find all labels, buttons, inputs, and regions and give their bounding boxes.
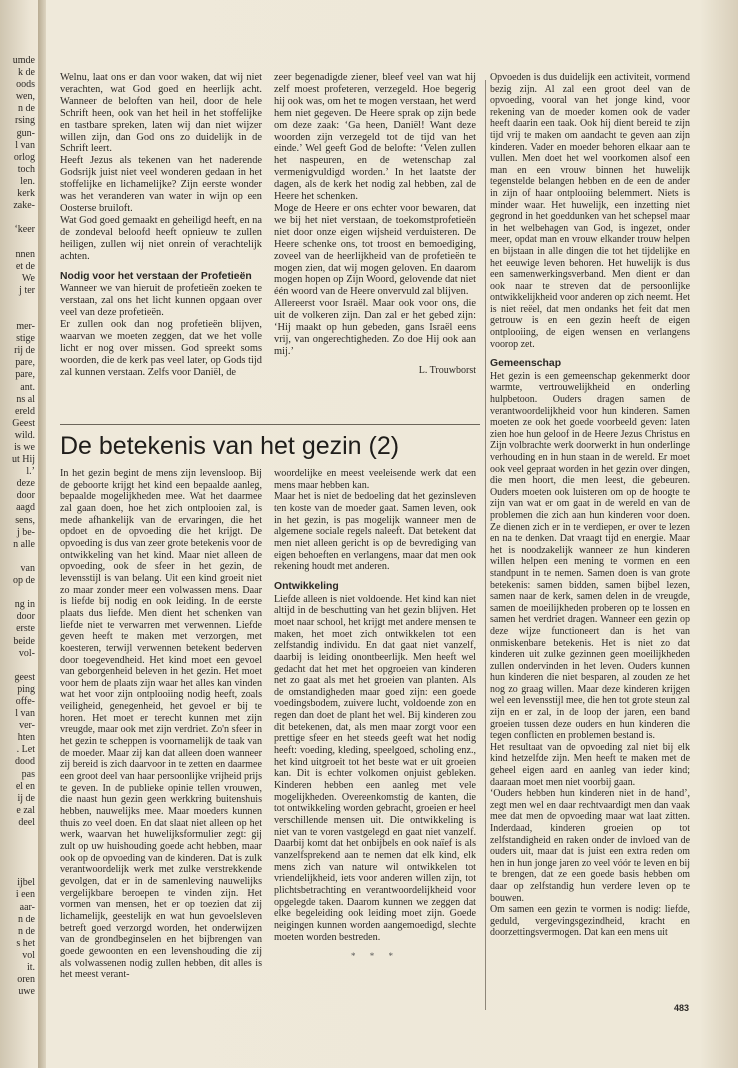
paragraph: zeer begenadigde ziener, bleef veel van wat hij zelf moest profeteren, verzegeld. Hoe begerig hij ook was, om het te mogen verstaan, het werd hem niet gegeven. De Heere sprak op zijn bede om deze zaak: ‘Ga heen, Daniël! Want deze woorden zijn verzegeld tot de tijd van het einde.’ Wel geeft God de belofte: ‘Velen zullen het naspeuren, en de wetenschap zal vermenigvuldigd worden.’ In het laatste der dagen, als de kerk het nodig zal hebben, zal de Heere het schenken. bbox=[274, 72, 476, 203]
edge-line: op de bbox=[13, 575, 35, 587]
edge-line: len. bbox=[20, 175, 35, 187]
edge-line: oods bbox=[16, 79, 35, 91]
edge-line: Geest bbox=[12, 417, 35, 429]
edge-line: umde bbox=[12, 55, 35, 66]
edge-line: stige bbox=[16, 333, 35, 345]
section-divider: * * * bbox=[351, 951, 399, 962]
edge-line: oren bbox=[17, 974, 35, 986]
edge-line bbox=[0, 587, 38, 599]
edge-line bbox=[0, 236, 38, 248]
edge-line: s het bbox=[16, 937, 35, 949]
edge-line: wild. bbox=[14, 429, 35, 441]
edge-line: door bbox=[16, 611, 35, 623]
edge-line: deze bbox=[16, 478, 35, 490]
edge-line: j ter bbox=[19, 284, 35, 296]
edge-line: n de bbox=[18, 913, 35, 925]
edge-line: zake- bbox=[13, 200, 35, 212]
edge-line: uwe bbox=[18, 986, 35, 998]
paragraph: Heeft Jezus als tekenen van het naderende Godsrijk juist niet veel wonderen gedaan in het stoffelijke en lichamelijke? Zijn eerste wonder was het veranderen van water in wijn op een Oosterse bruiloft. bbox=[60, 155, 262, 214]
edge-line bbox=[0, 853, 38, 865]
edge-line: ijbel bbox=[17, 877, 35, 889]
article-column-3 bbox=[490, 72, 690, 939]
edge-line: We bbox=[21, 272, 35, 284]
edge-line: hten bbox=[17, 732, 35, 744]
paragraph: Opvoeden is dus duidelijk een activiteit, vormend bezig zijn. Al zal een groot deel van de opvoeding, vooral van het jonge kind, voor rekening van de moeder komen ook de vader heeft daarin een taak. Ook hij dient bereid te zijn tijd vrij te maken om aandacht te geven aan zijn kinderen. Vader en moeder behoren elkaar aan te vullen. Men doet het wel voorkomen alsof een man en een vrouw binnen het huwelijk tegenstelde belangen hebben en de een de ander in zijn of haar ontplooiing belemmert. Niets is minder waar. Het huwelijk, een inzetting niet gegrond in het goeddunken van het schepsel maar in het welbehagen van God, is ingezet, onder meer, opdat man en vrouw elkander trouw helpen en bijstaan in alle dingen die tot het tijdelijke en het eeuwige leven behoren. Het huwelijk is dus een samenwerkingsverband. Men dient er dan ook naar te streven dat de persoonlijke ontwikkelijkheid voor anderen op zich neemt. Het is niet reëel, dat men ondanks het feit dat men getrouw is en een gezin heeft de eigen ontplooiing, de eigen wensen en verlangens voorop zet. bbox=[490, 72, 690, 350]
paragraph: Het resultaat van de opvoeding zal niet bij elk kind hetzelfde zijn. Men heeft te maken met de geheel eigen aard en aanleg van ieder kind; daaraan moet men niet voorbij gaan. bbox=[490, 741, 690, 788]
edge-line: wen, bbox=[15, 91, 35, 103]
edge-line bbox=[0, 297, 38, 309]
section-heading: Nodig voor het verstaan der Profetieën bbox=[60, 270, 252, 282]
edge-line: el en bbox=[15, 780, 35, 792]
edge-line: rsing bbox=[15, 115, 35, 127]
paragraph: Moge de Heere er ons echter voor bewaren, dat we bij het niet verstaan, de toekomstprofetieën niet door onze eigen wijsheid verduisteren. De Heere schenke ons, tot troost en bemoediging, zoveel van de heerlijkheid van de profetieën te mogen zien, dat wij mogen geloven. En daarom mogen hopen op Zijn Woord, gelovende dat niet één woord van de Heere onvervuld zal blijven. bbox=[274, 202, 476, 298]
article-column-2 bbox=[274, 468, 476, 963]
edge-line: j be- bbox=[16, 526, 35, 538]
section-heading: Gemeenschap bbox=[490, 358, 562, 370]
edge-line: aar- bbox=[19, 901, 35, 913]
column-2-top bbox=[274, 72, 476, 377]
edge-line: pare, bbox=[15, 369, 35, 381]
paragraph: Er zullen ook dan nog profetieën blijven, waarvan we moeten zeggen, dat we het volle licht er nog over missen. God spreekt soms woorden, die de kerk pas veel later, op Gods tijd zal kunnen verstaan. Zelfs voor Daniël, de bbox=[60, 319, 262, 378]
edge-line: kerk bbox=[17, 188, 35, 200]
edge-line bbox=[0, 829, 38, 841]
edge-line: pare, bbox=[15, 357, 35, 369]
edge-line: ant. bbox=[20, 381, 35, 393]
edge-line: ping bbox=[17, 683, 35, 695]
edge-line: orlog bbox=[13, 151, 35, 163]
paragraph: Allereerst voor Israël. Maar ook voor ons, die uit de volkeren zijn. Dan zal er het gebed zijn: ‘Hij maakt op hun gebeden, gans Israël eens vrij, van ongerechtigheden. Zo doe Hij ook aan mij.’ bbox=[274, 298, 476, 357]
edge-line: ij de bbox=[17, 792, 35, 804]
edge-line: vol- bbox=[18, 647, 35, 659]
paragraph: Wat God goed gemaakt en geheiligd heeft, en na de zondeval beloofd heeft opnieuw te zullen heiligen, zullen wij niet onrein of verachtelijk achten. bbox=[60, 214, 262, 262]
edge-line: beide bbox=[13, 635, 35, 647]
edge-line bbox=[0, 865, 38, 877]
edge-line: n de bbox=[18, 103, 35, 115]
author-signature: L. Trouwborst bbox=[418, 364, 476, 376]
edge-line: toch bbox=[17, 163, 35, 175]
edge-line: aagd bbox=[16, 502, 35, 514]
paragraph: Het gezin is een gemeenschap gekenmerkt door warmte, vertrouwelijkheid en onderling hulpbetoon. Ouders dragen samen de verantwoordelijkheid voor hun kinderen. Samen moeten ze ook het goede voorbeeld geven: laten zien hoe hun geloof in de Heere Jezus Christus en Zijn volbrachte werk doorwerkt in hun onderlinge verhouding en in hun staan in de wereld. Er moet ook veel gepraat worden in het gezin over dingen, die men hoort, die men leest, die gebeuren. Ouders moeten ook luisteren om op de hoogte te zijn van wat er om gaat in de wereld en van de problemen die zich aan hun kinderen voor doen. Ze dienen zich er in te verdiepen, er over te lezen en na te denken. Dat vraagt tijd en energie. Maar het is noodzakelijk wanneer ze hun kinderen willen helpen een mening te vormen en een standpunt in te nemen. Samen doen is van grote betekenis: samen bidden, samen bijbel lezen, samen naar de kerk, samen delen in de vreugde, samen de moeilijkheden proberen op te lossen en samen het verdriet dragen. Wanneer een gezin op deze wijze functioneert dan is het van onmiskenbare betekenis. Het is niet zo dat kinderen uit zulke gezinnen geen moeilijkheden zullen ondervinden in het leven. Ouders kunnen hun kinderen die niet besparen, al zouden ze het nog zo graag willen. Maar deze kinderen krijgen wel een levensstijl mee, die hen tot grote steun zal zijn en er zal, in de loop der jaren, een band groeien tussen deze ouders en hun kinderen die tegen conflicten en problemen bestand is. bbox=[490, 370, 690, 742]
edge-line: it. bbox=[26, 962, 35, 974]
edge-line: erste bbox=[16, 623, 35, 635]
edge-line: n alle bbox=[13, 538, 35, 550]
edge-line: sens, bbox=[15, 514, 35, 526]
edge-line: ng in bbox=[14, 599, 35, 611]
edge-line: l van bbox=[15, 139, 35, 151]
previous-page-edge bbox=[0, 55, 38, 1010]
edge-line: rij de bbox=[14, 345, 35, 357]
page-number: 483 bbox=[674, 1003, 690, 1013]
edge-line: vol bbox=[22, 949, 35, 961]
edge-line: mer- bbox=[16, 321, 35, 333]
page-gutter bbox=[38, 0, 46, 1068]
edge-line: deel bbox=[18, 816, 35, 828]
paragraph: ‘Ouders hebben hun kinderen niet in de hand’, zegt men wel en daar rechtvaardigt men dan vaak mee dat men de opvoeding maar wat laat zitten. Inderdaad, kinderen groeien op tot zelfstandigheid en raken onder de invloed van de ouders uit, maar dat is juist een extra reden om hen in hun jonge jaren zo veel vóór te leven en bij te brengen, dat ze een goede basis hebben om daar op zelfstandig hun verdere leven op te bouwen. bbox=[490, 788, 690, 904]
edge-line: gun- bbox=[16, 127, 35, 139]
edge-line: van bbox=[20, 562, 35, 574]
paragraph: Liefde alleen is niet voldoende. Het kind kan niet altijd in de beschutting van het gezin blijven. Het moet naar school, het krijgt met andere mensen te maken, het moet zich ontwikkelen tot een zelfstandig individu. En dat gaat niet vanzelf, daarbij is leiding onontbeerlijk. Men heeft wel gedacht dat het met het opgroeien van kinderen net zo gaat als met het groeien van planten. Als de omstandigheden maar goed zijn: een goede voedingsbodem, zuivere lucht, voldoende zon en regen dan doet de plant het wel. Bij kinderen zou dit betekenen, dat, als men maar zorgt voor een prettige sfeer en het steeds geeft wat het nodig heeft: voeding, kleding, speelgoed, scholing enz., het kind uitgroeit tot het beste wat er uit groeien kan. Dit is echter volkomen onjuist gebleken. Kinderen hebben een aanleg met vele mogelijkheden. Overeenkomstig de kanten, die tot ontwikkeling worden gebracht, groeien er heel verschillende mensen uit. Die ontwikkeling is niet van te voren vastgelegd en gaat niet vanzelf. Daarbij komt dat het onbijbels en ook naïef is als vanzelfsprekend aan te nemen dat elk kind, elk mens zich van nature wil ontwikkelen tot vriendelijkheid, iets voor anderen willen zijn, tot plichtsbetrachting en verantwoordelijkheid voor opgelegde taken. Daarom kunnen we zeggen dat elke begeleiding ook leiding moet zijn. Goede neigingen kunnen worden aangemoedigd, slechte moeten worden bestreden. bbox=[274, 593, 476, 943]
edge-line: ver- bbox=[19, 720, 35, 732]
edge-line: offe- bbox=[15, 695, 35, 707]
paragraph: In het gezin begint de mens zijn levensloop. Bij de geboorte krijgt het kind een bepaalde aanleg, bepaalde mogelijkheden mee. Wat het daarmee zal gaan doen, hoe het zich ontplooien zal, is mede afhankelijk van de ervaringen, die het opdoet en de opvoeding die het krijgt. De opvoeding is dus van zeer grote betekenis voor de ontwikkeling van het kind. Maar niet alleen de opvoeding, ook de sfeer in het gezin, de levensstijl is van belang. Uit een kind groeit niet zo maar zonder meer een volwassen mens. Daar is liefde bij nodig en ook leiding. In de eerste plaats dus liefde. Men dient het schenken van liefde niet te verwarren met verwennen. Liefde geven heeft te maken met verzorgen, met koesteren, terwijl verwennen betekent bederven door toegevendheid. Het kind moet een gevoel van geborgenheid beleven in het gezin. Het moet voor hem de plaats zijn waar het alles kan vinden wat het voor zijn ontplooiing nodig heeft, zoals veiligheid, genegenheid, het gevoel er bij te horen. Het moet er terecht kunnen met zijn vreugde, maar ook met zijn verdriet. Zo'n sfeer in het gezin te scheppen is voornamelijk de taak van de moeder. Maar zij kan dat alleen doen wanneer zij bereid is zich daarvoor in te zetten en daarmee een groot deel van haar persoonlijke vrijheid prijs te geven. In de publieke opinie tellen vrouwen, die naast hun gezin geen werkkring buitenshuis hebben, nauwelijks mee. Maar moeders kunnen thuis zo veel doen. En dat slaat niet alleen op het werk, waarvan het huwelijksformulier zegt: gij zult op uw huishouding goede acht hebben, maar ook op de opvoeding van de kinderen. Dat is zulk verantwoordelijk werk met zulke verstrekkende gevolgen, dat er in de samenleving nauwelijks vergelijkbare beroepen te vinden zijn. Het vormen van mensen, het er op toezien dat zij lichamelijk, geestelijk en wat hun gevoelsleven betreft goed verzorgd worden, het onderwijzen van de grondbeginselen en het bijbrengen van goede gewoonten en een levenshouding die zij als volwassenen nodig zullen hebben, dit alles is het meest verant- bbox=[60, 468, 262, 981]
article-title: De betekenis van het gezin (2) bbox=[60, 432, 400, 460]
edge-line: dood bbox=[15, 756, 35, 768]
edge-line: is we bbox=[14, 442, 35, 453]
edge-line bbox=[0, 660, 38, 672]
edge-line: ut Hij bbox=[11, 454, 35, 466]
edge-line: e zal bbox=[16, 804, 35, 816]
edge-line: et de bbox=[15, 260, 35, 272]
edge-line bbox=[0, 309, 38, 321]
edge-line: nnen bbox=[15, 248, 35, 260]
edge-line: ereld bbox=[15, 405, 35, 417]
edge-line: i een bbox=[15, 889, 35, 901]
edge-line: l.’ bbox=[26, 466, 35, 478]
edge-line: . Let bbox=[16, 744, 35, 756]
edge-line bbox=[0, 212, 38, 224]
edge-line bbox=[0, 841, 38, 853]
section-heading: Ontwikkeling bbox=[274, 580, 339, 592]
edge-line: geest bbox=[14, 671, 35, 683]
paragraph: Maar het is niet de bedoeling dat het gezinsleven ten koste van de moeder gaat. Samen leven, ook in het gezin, is pas mogelijk wanneer men de algemene sociale regels naleeft. Dat betekent dat men niet alleen gericht is op de bevrediging van eigen behoeften en verlangens, maar dat men ook rekening houdt met anderen. bbox=[274, 491, 476, 573]
paragraph: Welnu, laat ons er dan voor waken, dat wij niet verachten, wat God goed en heerlijk acht. Wanneer de beloften van heil, door de hele Schrift heen, ook van het heil in het stoffelijke en tastbare spreken, laten wij dan niet wijzer willen zijn, dan God ons zo duidelijk in de Schrift leert. bbox=[60, 72, 262, 155]
edge-line bbox=[0, 551, 38, 563]
edge-line: ns al bbox=[16, 393, 35, 405]
column-rule bbox=[485, 80, 486, 1010]
horizontal-rule bbox=[60, 424, 480, 425]
edge-line: ‘keer bbox=[14, 224, 35, 236]
edge-line: k de bbox=[18, 67, 35, 79]
column-1-top bbox=[60, 72, 262, 379]
paragraph: woordelijke en meest veeleisende werk dat een mens maar hebben kan. bbox=[274, 468, 476, 491]
edge-line: door bbox=[16, 490, 35, 502]
paragraph: Wanneer we van hieruit de profetieën zoeken te verstaan, zal ons het licht kunnen opgaan over veel van deze profetieën. bbox=[60, 283, 262, 319]
edge-line: n de bbox=[18, 925, 35, 937]
edge-line: pas bbox=[21, 768, 35, 780]
article-column-1 bbox=[60, 468, 262, 981]
paragraph: Om samen een gezin te vormen is nodig: liefde, geduld, vergevingsgezindheid, kracht en doorzettingsvermogen. Dat kan een mens uit bbox=[490, 904, 690, 939]
edge-line: l van bbox=[15, 708, 35, 720]
